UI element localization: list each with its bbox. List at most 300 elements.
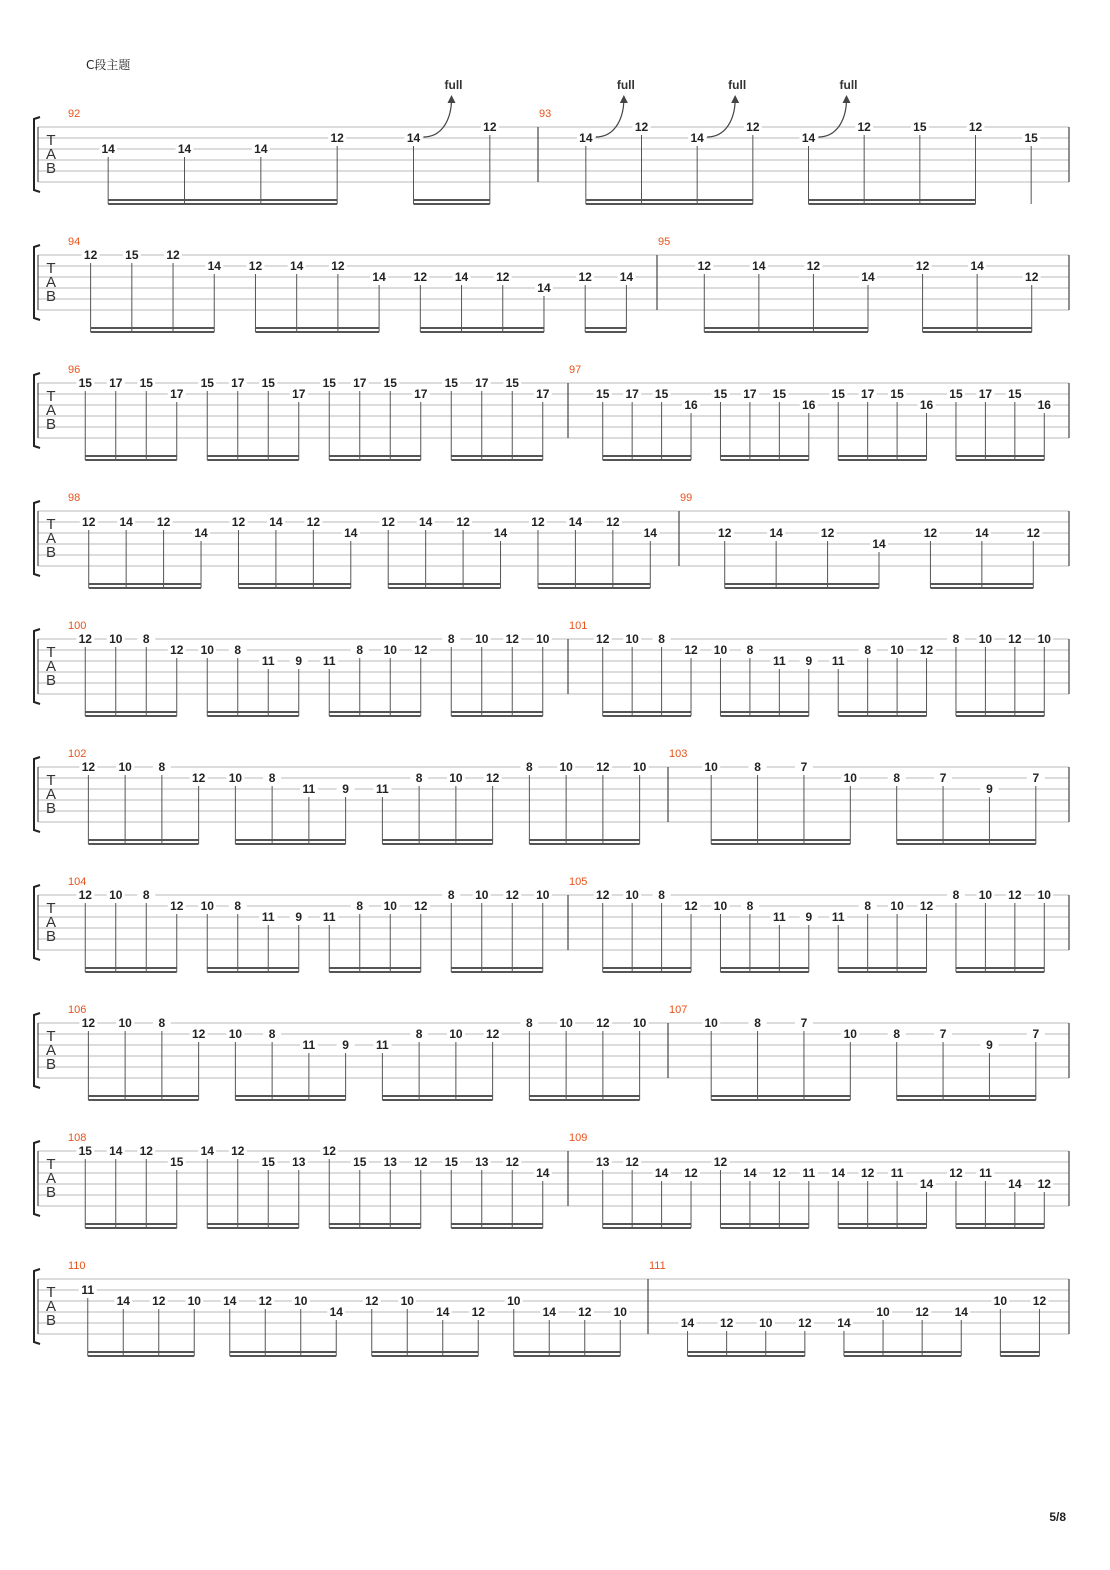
fret-number: 14 <box>223 1294 237 1308</box>
fret-number: 10 <box>876 1305 890 1319</box>
fret-number: 13 <box>475 1155 489 1169</box>
bend-arrow <box>596 99 624 137</box>
fret-number: 10 <box>475 632 489 646</box>
fret-number: 12 <box>170 899 184 913</box>
fret-number: 14 <box>406 131 421 145</box>
fret-number: 8 <box>234 643 242 657</box>
fret-number: 10 <box>713 643 728 657</box>
fret-number: 12 <box>798 1316 812 1330</box>
tab-clef-letter: B <box>45 800 57 817</box>
fret-number: 7 <box>939 771 947 785</box>
fret-number: 7 <box>1032 1027 1040 1041</box>
fret-number: 8 <box>746 643 754 657</box>
fret-number: 14 <box>493 526 508 540</box>
fret-number: 12 <box>485 771 500 785</box>
fret-number: 15 <box>444 376 458 390</box>
fret-number: 10 <box>704 760 718 774</box>
fret-number: 8 <box>952 632 960 646</box>
fret-number: 7 <box>939 1027 947 1041</box>
fret-number: 15 <box>1008 387 1022 401</box>
fret-number: 8 <box>658 632 665 646</box>
fret-number: 10 <box>978 888 993 902</box>
measure-number: 106 <box>68 1004 87 1016</box>
fret-number: 12 <box>596 888 610 902</box>
system-bracket <box>34 757 40 832</box>
fret-number: 16 <box>684 398 698 412</box>
fret-number: 10 <box>843 771 857 785</box>
fret-number: 10 <box>383 643 397 657</box>
fret-number: 10 <box>449 1027 463 1041</box>
fret-number: 12 <box>81 760 96 774</box>
fret-number: 12 <box>483 120 497 134</box>
fret-number: 9 <box>295 654 303 668</box>
fret-number: 14 <box>690 131 704 145</box>
measure-number: 94 <box>68 236 81 248</box>
fret-number: 12 <box>919 643 934 657</box>
fret-number: 17 <box>625 387 639 401</box>
fret-number: 11 <box>261 910 275 924</box>
fret-number: 8 <box>526 1016 533 1030</box>
fret-number: 11 <box>302 1038 316 1052</box>
tab-clef-letter: T <box>46 516 56 533</box>
fret-number: 15 <box>78 376 92 390</box>
fret-number: 12 <box>596 760 610 774</box>
measure-number: 98 <box>68 492 81 504</box>
fret-number: 12 <box>719 1316 734 1330</box>
tab-clef-letter: A <box>45 530 57 547</box>
fret-number: 10 <box>228 771 243 785</box>
bend-arrowhead <box>731 95 739 103</box>
bend-label: full <box>728 78 747 92</box>
system-bracket <box>34 1269 40 1344</box>
fret-number: 11 <box>831 654 845 668</box>
fret-number: 12 <box>505 888 519 902</box>
fret-number: 11 <box>81 1283 95 1297</box>
fret-number: 12 <box>1037 1177 1051 1191</box>
fret-number: 12 <box>949 1166 963 1180</box>
fret-number: 12 <box>191 771 206 785</box>
measure-number: 96 <box>68 364 81 376</box>
fret-number: 14 <box>119 515 133 529</box>
fret-number: 16 <box>1037 398 1051 412</box>
fret-number: 17 <box>475 376 489 390</box>
fret-number: 12 <box>166 248 180 262</box>
fret-number: 12 <box>713 1155 728 1169</box>
fret-number: 10 <box>294 1294 308 1308</box>
fret-number: 8 <box>268 771 276 785</box>
fret-number: 10 <box>890 899 904 913</box>
fret-number: 14 <box>194 526 208 540</box>
fret-number: 15 <box>596 387 610 401</box>
fret-number: 14 <box>254 142 268 156</box>
fret-number: 12 <box>1008 888 1022 902</box>
tab-clef-letter: T <box>46 132 56 149</box>
fret-number: 15 <box>713 387 728 401</box>
fret-number: 15 <box>353 1155 367 1169</box>
fret-number: 10 <box>559 760 573 774</box>
fret-number: 15 <box>505 376 519 390</box>
fret-number: 8 <box>754 1016 761 1030</box>
measure-number: 92 <box>68 108 81 120</box>
measure-number: 103 <box>669 748 688 760</box>
tab-clef-letter: B <box>45 416 57 433</box>
tab-system <box>34 1132 1069 1228</box>
fret-number: 12 <box>191 1027 206 1041</box>
tab-system <box>34 1004 1069 1100</box>
tab-clef-letter: A <box>45 402 57 419</box>
fret-number: 8 <box>658 888 665 902</box>
fret-number: 10 <box>536 632 550 646</box>
fret-number: 8 <box>415 771 423 785</box>
fret-number: 15 <box>913 120 927 134</box>
fret-number: 8 <box>864 899 871 913</box>
tab-clef-letter: T <box>46 900 56 917</box>
bend-label: full <box>444 78 463 92</box>
fret-number: 9 <box>342 782 349 796</box>
measure-number: 107 <box>669 1004 688 1016</box>
fret-number: 8 <box>356 899 364 913</box>
tab-system <box>34 620 1069 716</box>
fret-number: 15 <box>170 1155 184 1169</box>
fret-number: 12 <box>915 1305 929 1319</box>
fret-number: 12 <box>746 120 760 134</box>
fret-number: 10 <box>632 1016 647 1030</box>
measure-number: 110 <box>68 1260 86 1272</box>
fret-number: 14 <box>970 259 984 273</box>
fret-number: 13 <box>596 1155 610 1169</box>
fret-number: 12 <box>78 632 92 646</box>
fret-number: 12 <box>82 515 96 529</box>
fret-number: 14 <box>954 1305 968 1319</box>
fret-number: 10 <box>704 1016 718 1030</box>
fret-number: 14 <box>619 270 634 284</box>
tab-clef-letter: A <box>45 914 57 931</box>
fret-number: 17 <box>231 376 245 390</box>
fret-number: 8 <box>754 760 761 774</box>
fret-number: 10 <box>118 1016 132 1030</box>
fret-number: 14 <box>372 270 386 284</box>
fret-number: 12 <box>248 259 263 273</box>
fret-number: 10 <box>507 1294 521 1308</box>
fret-number: 12 <box>331 259 345 273</box>
fret-number: 12 <box>1025 270 1039 284</box>
fret-number: 12 <box>414 899 428 913</box>
fret-number: 15 <box>831 387 845 401</box>
fret-number: 15 <box>444 1155 458 1169</box>
fret-number: 15 <box>772 387 787 401</box>
fret-number: 10 <box>613 1305 627 1319</box>
tab-clef-letter: B <box>45 544 57 561</box>
fret-number: 14 <box>116 1294 130 1308</box>
fret-number: 14 <box>536 1166 550 1180</box>
tab-system <box>34 1260 1069 1356</box>
tab-clef-letter: B <box>45 672 57 689</box>
fret-number: 10 <box>118 760 132 774</box>
fret-number: 8 <box>158 760 166 774</box>
fret-number: 12 <box>81 1016 96 1030</box>
fret-number: 10 <box>200 643 214 657</box>
tab-clef-letter: A <box>45 1042 57 1059</box>
fret-number: 10 <box>383 899 397 913</box>
fret-number: 8 <box>952 888 960 902</box>
fret-number: 12 <box>505 632 519 646</box>
fret-number: 11 <box>376 782 389 796</box>
tab-clef-letter: T <box>46 772 56 789</box>
fret-number: 8 <box>893 1027 901 1041</box>
fret-number: 12 <box>857 120 871 134</box>
fret-number: 11 <box>831 910 845 924</box>
fret-number: 17 <box>414 387 428 401</box>
fret-number: 14 <box>837 1316 851 1330</box>
tab-clef-letter: A <box>45 274 57 291</box>
system-bracket <box>34 1013 40 1088</box>
fret-number: 12 <box>381 515 395 529</box>
tab-clef-letter: B <box>45 1184 57 1201</box>
measure-number: 108 <box>68 1132 87 1144</box>
tab-clef-letter: B <box>45 160 57 177</box>
tab-system <box>34 236 1069 332</box>
fret-number: 16 <box>802 398 816 412</box>
fret-number: 12 <box>139 1144 153 1158</box>
fret-number: 14 <box>289 259 304 273</box>
fret-number: 14 <box>109 1144 123 1158</box>
fret-number: 14 <box>1008 1177 1022 1191</box>
fret-number: 12 <box>330 131 344 145</box>
fret-number: 9 <box>986 782 993 796</box>
measure-number: 99 <box>680 492 693 504</box>
fret-number: 12 <box>414 643 428 657</box>
fret-number: 10 <box>559 1016 573 1030</box>
fret-number: 8 <box>415 1027 423 1041</box>
fret-number: 10 <box>759 1316 773 1330</box>
fret-number: 14 <box>861 270 875 284</box>
fret-number: 10 <box>475 888 489 902</box>
measure-number: 102 <box>68 748 87 760</box>
fret-number: 14 <box>743 1166 757 1180</box>
measure-number: 109 <box>569 1132 588 1144</box>
fret-number: 11 <box>802 1166 816 1180</box>
system-bracket <box>34 245 40 320</box>
fret-number: 14 <box>436 1305 450 1319</box>
fret-number: 7 <box>800 1016 808 1030</box>
fret-number: 13 <box>383 1155 397 1169</box>
fret-number: 14 <box>542 1305 556 1319</box>
fret-number: 12 <box>596 1016 610 1030</box>
fret-number: 12 <box>718 526 732 540</box>
tab-clef-letter: T <box>46 260 56 277</box>
measure-number: 97 <box>569 364 582 376</box>
fret-number: 11 <box>890 1166 904 1180</box>
fret-number: 15 <box>261 1155 275 1169</box>
fret-number: 8 <box>864 643 871 657</box>
fret-number: 12 <box>414 1155 428 1169</box>
tab-clef-letter: B <box>45 1056 57 1073</box>
fret-number: 9 <box>295 910 303 924</box>
fret-number: 9 <box>342 1038 349 1052</box>
fret-number: 14 <box>537 281 551 295</box>
fret-number: 15 <box>125 248 139 262</box>
bend-arrow <box>707 99 735 137</box>
fret-number: 10 <box>109 632 123 646</box>
page-number: 5/8 <box>1049 1510 1066 1524</box>
fret-number: 10 <box>200 899 214 913</box>
fret-number: 12 <box>634 120 649 134</box>
fret-number: 14 <box>207 259 221 273</box>
fret-number: 14 <box>418 515 433 529</box>
fret-number: 14 <box>454 270 469 284</box>
fret-number: 10 <box>187 1294 201 1308</box>
tab-clef-letter: T <box>46 1156 56 1173</box>
fret-number: 15 <box>200 376 214 390</box>
fret-number: 10 <box>109 888 123 902</box>
fret-number: 11 <box>322 654 336 668</box>
fret-number: 10 <box>632 760 647 774</box>
system-bracket <box>34 1141 40 1216</box>
fret-number: 12 <box>152 1294 166 1308</box>
fret-number: 8 <box>746 899 754 913</box>
fret-number: 14 <box>831 1166 845 1180</box>
fret-number: 12 <box>806 259 821 273</box>
fret-number: 17 <box>860 387 875 401</box>
tab-clef-letter: T <box>46 1284 56 1301</box>
fret-number: 10 <box>400 1294 414 1308</box>
fret-number: 12 <box>968 120 983 134</box>
measure-number: 104 <box>68 876 87 888</box>
fret-number: 10 <box>1037 888 1051 902</box>
fret-number: 15 <box>949 387 963 401</box>
fret-number: 14 <box>872 537 886 551</box>
system-bracket <box>34 117 40 192</box>
fret-number: 12 <box>578 270 592 284</box>
fret-number: 12 <box>684 899 698 913</box>
measure-number: 95 <box>658 236 671 248</box>
fret-number: 14 <box>654 1166 669 1180</box>
fret-number: 15 <box>654 387 669 401</box>
fret-number: 7 <box>1032 771 1040 785</box>
fret-number: 14 <box>643 526 657 540</box>
measure-number: 111 <box>649 1260 666 1272</box>
measure-number: 105 <box>569 876 588 888</box>
fret-number: 12 <box>322 1144 336 1158</box>
fret-number: 10 <box>625 632 639 646</box>
fret-number: 11 <box>261 654 275 668</box>
system-bracket <box>34 629 40 704</box>
fret-number: 14 <box>200 1144 214 1158</box>
system-bracket <box>34 885 40 960</box>
fret-number: 15 <box>1024 131 1038 145</box>
fret-number: 14 <box>101 142 115 156</box>
fret-number: 15 <box>890 387 904 401</box>
tab-clef-letter: A <box>45 146 57 163</box>
fret-number: 10 <box>625 888 639 902</box>
fret-number: 12 <box>919 899 934 913</box>
fret-number: 9 <box>805 910 813 924</box>
fret-number: 13 <box>292 1155 306 1169</box>
fret-number: 14 <box>801 131 816 145</box>
measure-number: 93 <box>539 108 552 120</box>
tab-clef-letter: A <box>45 658 57 675</box>
fret-number: 12 <box>156 515 171 529</box>
fret-number: 12 <box>471 1305 485 1319</box>
tab-system <box>34 78 1069 204</box>
fret-number: 12 <box>923 526 938 540</box>
fret-number: 14 <box>269 515 283 529</box>
tab-system <box>34 876 1069 972</box>
fret-number: 10 <box>978 632 993 646</box>
fret-number: 12 <box>578 1305 592 1319</box>
measure-number: 101 <box>569 620 588 632</box>
fret-number: 12 <box>915 259 930 273</box>
fret-number: 14 <box>752 259 766 273</box>
section-title: C段主题 <box>86 58 131 72</box>
fret-number: 12 <box>456 515 470 529</box>
tab-clef-letter: A <box>45 1298 57 1315</box>
fret-number: 15 <box>139 376 153 390</box>
measure-number: 100 <box>68 620 87 632</box>
fret-number: 12 <box>365 1294 379 1308</box>
fret-number: 12 <box>1008 632 1022 646</box>
fret-number: 8 <box>356 643 364 657</box>
tab-clef-letter: B <box>45 928 57 945</box>
fret-number: 10 <box>536 888 550 902</box>
bend-arrowhead <box>448 95 456 103</box>
tab-clef-letter: B <box>45 1312 57 1329</box>
bend-arrow <box>424 99 452 137</box>
fret-number: 12 <box>606 515 620 529</box>
fret-number: 8 <box>447 632 455 646</box>
fret-number: 11 <box>773 654 786 668</box>
fret-number: 17 <box>109 376 123 390</box>
fret-number: 10 <box>843 1027 857 1041</box>
fret-number: 17 <box>536 387 550 401</box>
fret-number: 12 <box>170 643 184 657</box>
fret-number: 17 <box>978 387 993 401</box>
fret-number: 8 <box>893 771 901 785</box>
fret-number: 12 <box>596 632 610 646</box>
fret-number: 14 <box>975 526 989 540</box>
fret-number: 8 <box>142 632 150 646</box>
tab-clef-letter: A <box>45 1170 57 1187</box>
fret-number: 12 <box>772 1166 787 1180</box>
fret-number: 12 <box>684 643 698 657</box>
fret-number: 12 <box>413 270 428 284</box>
fret-number: 15 <box>383 376 397 390</box>
fret-number: 17 <box>743 387 757 401</box>
tab-clef-letter: B <box>45 288 57 305</box>
fret-number: 12 <box>485 1027 500 1041</box>
tab-clef-letter: T <box>46 1028 56 1045</box>
fret-number: 12 <box>505 1155 519 1169</box>
tab-clef-letter: A <box>45 786 57 803</box>
fret-number: 17 <box>353 376 367 390</box>
fret-number: 12 <box>625 1155 639 1169</box>
tab-system <box>34 748 1069 844</box>
fret-number: 14 <box>769 526 783 540</box>
fret-number: 15 <box>322 376 336 390</box>
fret-number: 14 <box>568 515 583 529</box>
bend-label: full <box>616 78 635 92</box>
fret-number: 8 <box>142 888 150 902</box>
fret-number: 10 <box>1037 632 1051 646</box>
fret-number: 7 <box>800 760 808 774</box>
fret-number: 8 <box>526 760 533 774</box>
fret-number: 12 <box>258 1294 272 1308</box>
fret-number: 12 <box>820 526 835 540</box>
fret-number: 12 <box>531 515 545 529</box>
tab-system <box>34 364 1069 460</box>
fret-number: 11 <box>773 910 786 924</box>
fret-number: 9 <box>986 1038 993 1052</box>
